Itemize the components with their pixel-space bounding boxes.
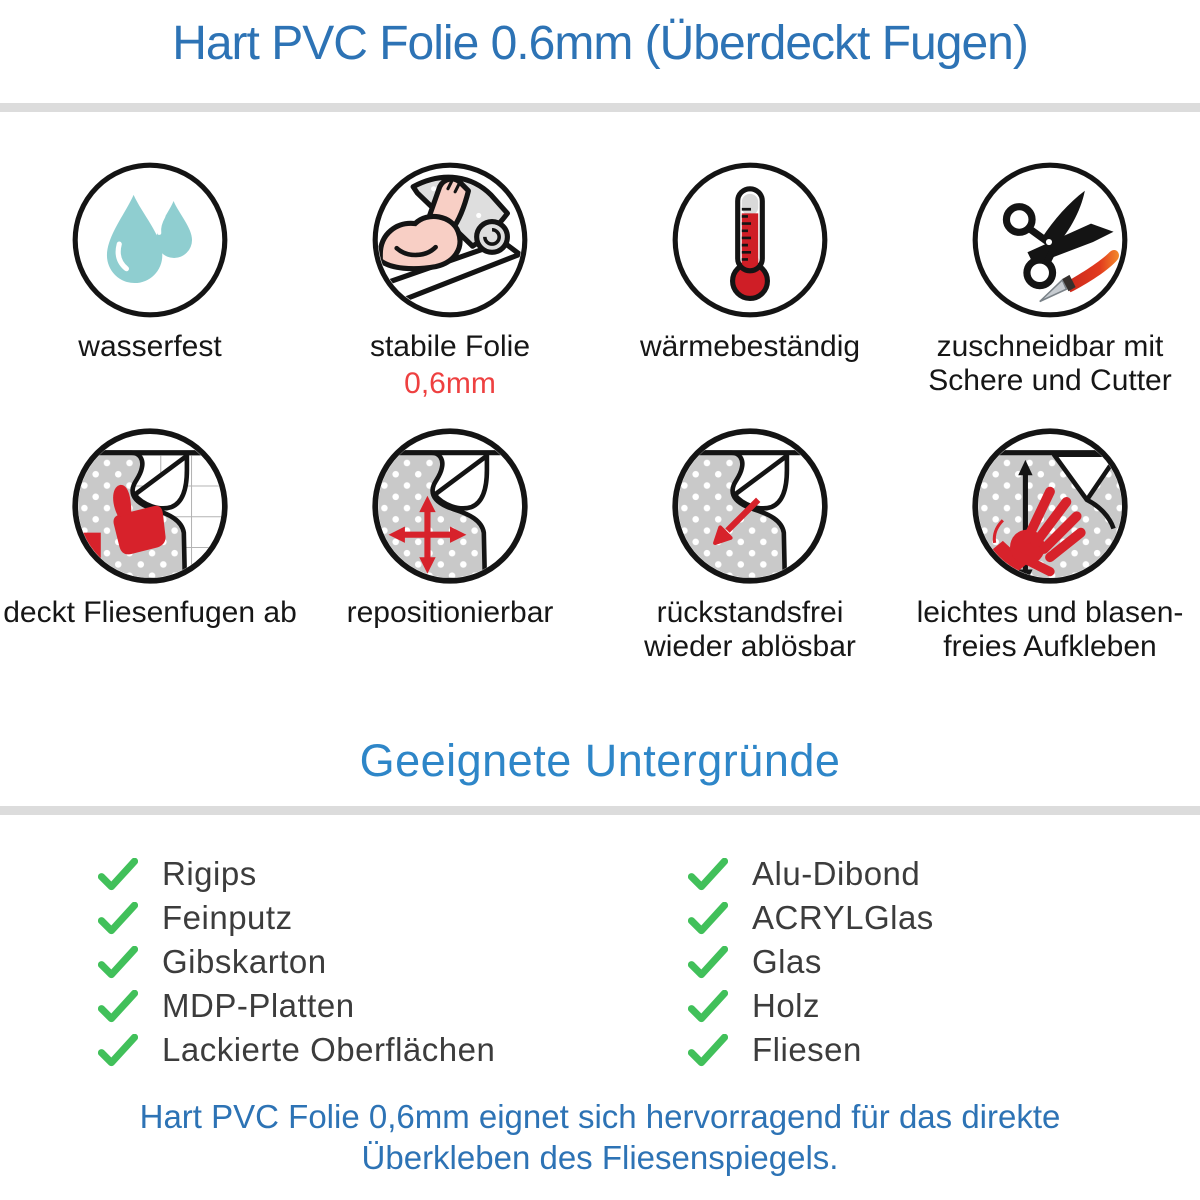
check-icon bbox=[98, 1034, 138, 1067]
feature-waermebestaendig bbox=[600, 158, 900, 401]
footer-note bbox=[0, 1096, 1200, 1178]
feature-thickness-label: 0,6mm bbox=[404, 367, 496, 400]
move-arrows-foil-icon bbox=[368, 424, 532, 588]
feature-label-line2: Schere und Cutter bbox=[928, 364, 1172, 397]
list-item bbox=[688, 852, 934, 896]
feature-deckt-fliesenfugen bbox=[0, 424, 300, 664]
feature-label-line2: wieder ablösbar bbox=[644, 630, 856, 663]
feature-row-2 bbox=[0, 424, 1200, 664]
surface-label: Holz bbox=[752, 987, 821, 1024]
water-drops-icon bbox=[68, 158, 232, 322]
check-icon bbox=[688, 858, 728, 891]
check-icon bbox=[688, 1034, 728, 1067]
surfaces-heading: Geeignete Untergründe bbox=[359, 735, 841, 786]
surface-label: Lackierte Oberflächen bbox=[162, 1031, 496, 1068]
check-icon bbox=[98, 858, 138, 891]
list-item bbox=[98, 984, 495, 1028]
feature-wasserfest bbox=[0, 158, 300, 401]
footer-line-1: Hart PVC Folie 0,6mm eignet sich hervorragend für das direkte bbox=[139, 1098, 1061, 1135]
check-icon bbox=[688, 902, 728, 935]
divider-middle bbox=[0, 806, 1200, 815]
feature-label: wärmebeständig bbox=[639, 330, 861, 363]
surface-label: Fliesen bbox=[752, 1031, 862, 1068]
feature-leichtes-aufkleben bbox=[900, 424, 1200, 664]
feature-repositionierbar bbox=[300, 424, 600, 664]
feature-stabile-folie bbox=[300, 158, 600, 401]
surface-label: Feinputz bbox=[162, 899, 293, 936]
check-icon bbox=[688, 990, 728, 1023]
feature-label: stabile Folie bbox=[369, 330, 531, 363]
surface-label: Rigips bbox=[162, 855, 257, 892]
divider-top bbox=[0, 103, 1200, 112]
peel-arrow-foil-icon bbox=[668, 424, 832, 588]
surface-label: Gibskarton bbox=[162, 943, 327, 980]
muscle-arm-foil-icon bbox=[368, 158, 532, 322]
scissors-cutter-icon bbox=[968, 158, 1132, 322]
feature-label: leichtes und blasen- bbox=[916, 596, 1184, 629]
feature-label: rückstandsfrei bbox=[656, 596, 844, 629]
list-item bbox=[98, 940, 495, 984]
check-icon bbox=[98, 946, 138, 979]
list-item bbox=[688, 940, 934, 984]
check-icon bbox=[98, 990, 138, 1023]
list-item bbox=[688, 1028, 934, 1072]
feature-label-line2: freies Aufkleben bbox=[943, 630, 1157, 663]
feature-rueckstandsfrei bbox=[600, 424, 900, 664]
check-icon bbox=[98, 902, 138, 935]
feature-row-1 bbox=[0, 158, 1200, 401]
surfaces-list-left bbox=[98, 852, 495, 1072]
feature-zuschneidbar bbox=[900, 158, 1200, 401]
surface-label: MDP-Platten bbox=[162, 987, 355, 1024]
list-item bbox=[98, 896, 495, 940]
thermometer-icon bbox=[668, 158, 832, 322]
feature-label: deckt Fliesenfugen ab bbox=[3, 596, 297, 629]
surface-label: Alu-Dibond bbox=[752, 855, 921, 892]
feature-label: zuschneidbar mit bbox=[936, 330, 1164, 363]
feature-label: wasserfest bbox=[78, 330, 222, 363]
surface-label: Glas bbox=[752, 943, 822, 980]
list-item bbox=[98, 1028, 495, 1072]
page-title: Hart PVC Folie 0.6mm (Überdeckt Fugen) bbox=[172, 17, 1028, 70]
list-item bbox=[98, 852, 495, 896]
list-item bbox=[688, 984, 934, 1028]
surface-label: ACRYLGlas bbox=[752, 899, 934, 936]
hand-smoothing-foil-icon bbox=[968, 424, 1132, 588]
check-icon bbox=[688, 946, 728, 979]
thumb-up-tile-foil-icon bbox=[68, 424, 232, 588]
list-item bbox=[688, 896, 934, 940]
footer-line-2: Überkleben des Fliesenspiegels. bbox=[361, 1139, 839, 1176]
surfaces-list-right bbox=[688, 852, 934, 1072]
feature-label: repositionierbar bbox=[346, 596, 554, 629]
